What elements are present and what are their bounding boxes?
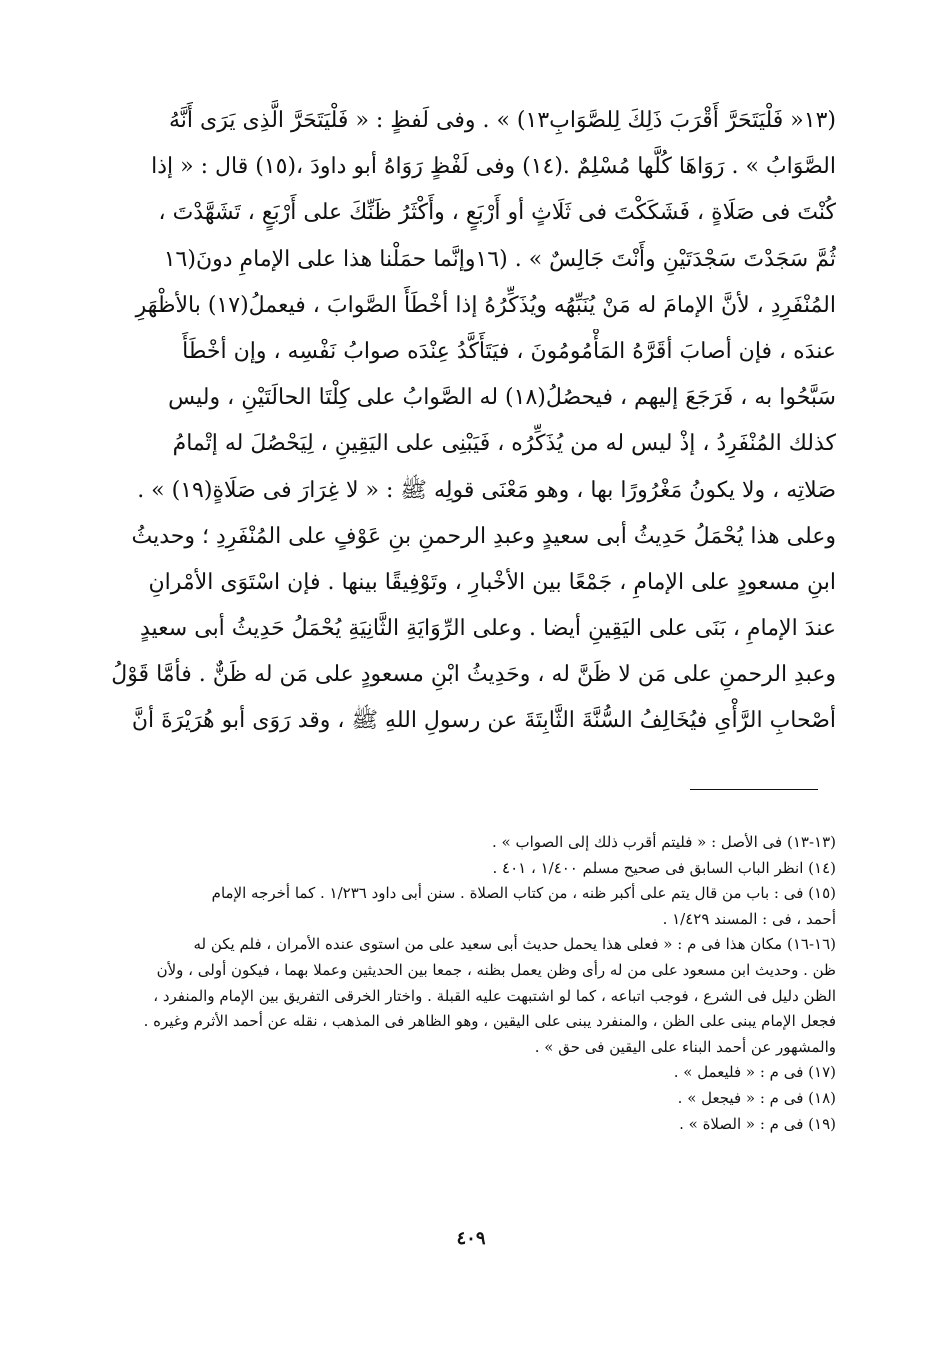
main-text-line: وعلى هذا يُحْمَلُ حَدِيثُ أبى سعيدٍ وعبدِ الرحمنِ بنِ عَوْفٍ على المُنْفَرِدِ ؛ وحديثُ bbox=[131, 523, 836, 549]
page-number: ٤٠٩ bbox=[456, 1228, 486, 1249]
footnote-line: الظن دليل فى الشرع ، فوجب اتباعه ، كما لو اشتبهت عليه القبلة . واختار الخرقى التفريق بين الإمام والمنفرد ، bbox=[153, 986, 836, 1005]
main-text-line: سَبَّحُوا به ، فَرَجَعَ إليهم ، فيحصُلُ(١٨) له الصَّوابُ على كِلْتَا الحالَتَيْنِ ، وليس bbox=[168, 385, 836, 411]
main-text-line: الصَّوَابُ » . رَوَاهَا كُلَّها مُسْلِمٌ .(١٤) وفى لَفْظٍ رَوَاهُ أبو داودَ ،(١٥) قال : « إذا bbox=[151, 154, 836, 180]
footnote-line: فجعل الإمام يبنى على الظن ، والمنفرد يبنى على اليقين ، وهو الظاهر فى المذهب ، نقله عن أحمد الأثرم وغيره . bbox=[143, 1012, 836, 1031]
main-text-block bbox=[110, 98, 836, 745]
main-text-line: عندَ الإمامِ ، بَنَى على اليَقِينِ أيضا . وعلى الرِّوَايَةِ الثَّانِيَةِ يُحْمَلُ حَدِيثُ أبى سعيدٍ bbox=[140, 616, 836, 642]
main-text-line: عندَه ، فإن أصابَ أقَرَّهُ المَأْمُومُونَ ، فيَتَأَكَّدُ عِنْدَه صوابُ نَفْسِه ، وإن أخْطَأَ bbox=[182, 338, 836, 364]
main-text-line: أصْحابِ الرَّأْىِ فيُخَالِفُ السُّنَّةَ الثَّابِتَةَ عن رسولِ اللهِ ﷺ ، وقد رَوَى أبو هُرَيْرَةَ أنَّ bbox=[131, 708, 836, 734]
footnote-line: والمشهور عن أحمد البناء على اليقين فى حق » . bbox=[534, 1037, 836, 1056]
footnote-line: (١٩) فى م : « الصلاة » . bbox=[679, 1114, 836, 1133]
main-text-line: كذلك المُنْفَرِدُ ، إذْ ليس له من يُذَكِّرُه ، فَيَبْنِى على اليَقِينِ ، لِيَحْصُلَ له إتْمامُ bbox=[172, 431, 836, 457]
footnote-line: (١٦-١٦) مكان هذا فى م : « فعلى هذا يحمل حديث أبى سعيد على من استوى عنده الأمران ، فلم يكن له bbox=[193, 935, 836, 954]
main-text-line: صَلاتِه ، ولا يكونُ مَغْرُورًا بها ، وهو مَعْنَى قولِه ﷺ : « لا غِرَارَ فى صَلَاةٍ(١٩) » . bbox=[137, 477, 836, 503]
footnote-line: (١٣-١٣) فى الأصل : « فليتم أقرب ذلك إلى الصواب » . bbox=[492, 833, 836, 851]
main-text-line: المُنْفَرِدِ ، لأنَّ الإمامَ له مَنْ يُنَبِّهُه ويُذَكِّرُهُ إذا أخْطَأَ الصَّوابَ ، فيعملُ(١٧) بالأظْهَرِ bbox=[135, 292, 836, 318]
footnote-line: (١٤) انظر الباب السابق فى صحيح مسلم ١/٤٠٠ ، ٤٠١ . bbox=[492, 858, 836, 877]
footnote-line: (١٧) فى م : « فليعمل » . bbox=[673, 1063, 836, 1082]
footnotes-block bbox=[108, 830, 836, 1137]
footnote-line: (١٥) فى : باب من قال يتم على أكبر ظنه ، من كتاب الصلاة . سنن أبى داود ١/٢٣٦ . كما أخرجه الإمام bbox=[211, 884, 836, 903]
footnote-line: ظن . وحديث ابن مسعود على من له رأى وظن يعمل بظنه ، جمعا بين الحديثين وعملا بهما ، فيكون أولى ، ولأن bbox=[156, 960, 836, 979]
main-text-line: (١٣« فَلْيَتَحَرَّ أَقْرَبَ ذَلِكَ لِلصَّوَابِ١٣) » . وفى لَفظٍ : « فَلْيَتَحَرَّ الَّذِى يَرَى أَنَّهُ bbox=[168, 108, 836, 133]
main-text-line: ابنِ مسعودٍ على الإمامِ ، جَمْعًا بين الأخْبارِ ، وتَوْفِيقًا بينها . فإن اسْتَوَى الأمْرانِ bbox=[148, 569, 836, 595]
main-text-line: ثُمَّ سَجَدْتَ سَجْدَتَيْنِ وأَنْتَ جَالِسٌ » . (١٦وإنَّما حمَلْنا هذا على الإمامِ دونَ(١٦ bbox=[163, 246, 836, 272]
footnote-separator bbox=[690, 789, 818, 790]
main-text-line: وعبدِ الرحمنِ على مَن لا ظَنَّ له ، وحَدِيثُ ابْنِ مسعودٍ على مَن له ظَنٌّ . فأمَّا قَوْلُ bbox=[111, 662, 836, 688]
main-text-line: كُنْتَ فى صَلَاةٍ ، فَشَكَكْتَ فى ثَلَاثٍ أو أَرْبَعٍ ، وأَكْثَرُ ظَنِّكَ على أَرْبَعٍ ، تَشَهَّدْتَ ، bbox=[158, 200, 836, 226]
footnote-line: أحمد ، فى : المسند ١/٤٢٩ . bbox=[662, 909, 836, 928]
footnote-line: (١٨) فى م : « فيجعل » . bbox=[677, 1088, 836, 1107]
